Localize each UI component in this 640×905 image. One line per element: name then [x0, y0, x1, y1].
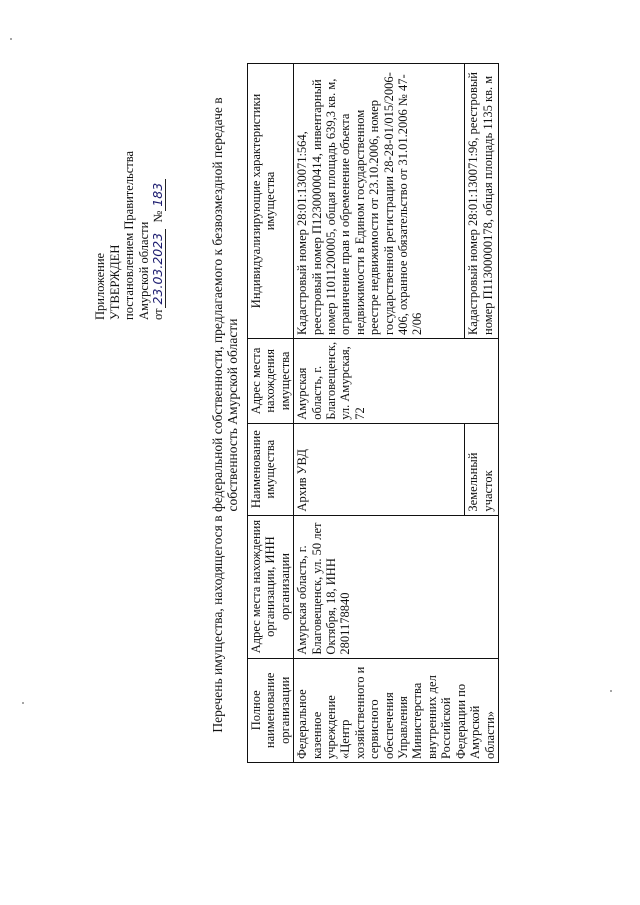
property-details-cell: Кадастровый номер 28:01:130071:564, реестровый номер П12300000414, инвентарный номер 11011200005, общая площадь 639,3 кв. м, ограничение прав и обременение объекта недвижимости в Едином государственном реестре недвижимости от 23.10.2006, номер государственной регистрации 28-28-01/015/2006-406, охранное обязательство от 31.01.2006 № 47-2/06	[294, 64, 465, 339]
table-header-row	[248, 64, 294, 763]
table-row	[294, 64, 465, 763]
approval-date-line: от23.03.2023 №183	[151, 151, 166, 320]
approval-number: 183	[150, 179, 166, 211]
document-title: Перечень имущества, находящегося в федеральной собственности, предлагаемого к безвозмездной передаче в собственность Амурской области	[210, 97, 240, 733]
property-table	[247, 63, 499, 763]
org-address-cell: Амурская область, г. Благовещенск, ул. 50 лет Октября, 18, ИНН 2801178840	[294, 515, 499, 658]
org-name-cell: Федеральное казенное учреждение «Центр хозяйственного и сервисного обеспечения Управления Министерства внутренних дел Российской Федерации по Амурской области»	[294, 658, 499, 762]
header-property-address: Адрес места нахождения имущества	[248, 338, 294, 423]
approval-date: 23.03.2023	[150, 229, 166, 309]
header-org-name: Полное наименование организации	[248, 658, 294, 762]
property-name-cell: Земельный участок	[465, 423, 499, 515]
region-label: Амурской области	[136, 221, 151, 320]
property-details-cell: Кадастровый номер 28:01:130071:96, реестровый номер П11300000178, общая площадь 1135 кв. м	[465, 64, 499, 339]
header-property-details: Индивидуализирующие характеристики имущества	[248, 64, 294, 339]
appendix-label: Приложение	[93, 252, 107, 320]
resolution-label: постановлением Правительства	[122, 150, 136, 320]
property-name-cell: Архив УВД	[294, 423, 465, 515]
header-property-name: Наименование имущества	[248, 423, 294, 515]
approval-stamp	[93, 151, 166, 320]
property-address-cell: Амурская область, г. Благовещенск, ул. Амурская, 72	[294, 338, 499, 423]
header-org-address: Адрес места нахождения организации, ИНН организации	[248, 515, 294, 658]
approved-label: УТВЕРЖДЕН	[107, 244, 122, 320]
